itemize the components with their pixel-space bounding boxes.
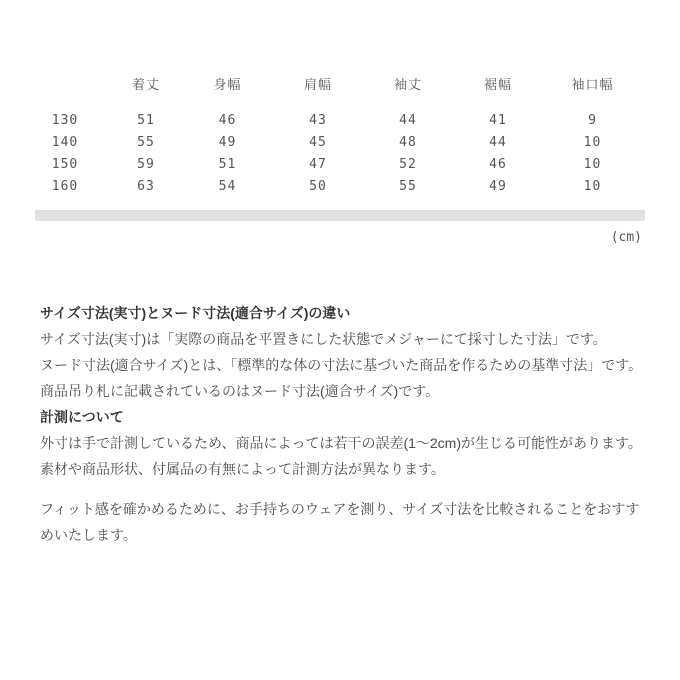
table-row bbox=[20, 175, 642, 197]
table-row bbox=[20, 153, 642, 175]
table-row bbox=[20, 131, 642, 153]
size-cell: 49 bbox=[218, 134, 237, 150]
size-row-label: 150 bbox=[51, 156, 79, 172]
closing-note: フィット感を確かめるために、お手持ちのウェアを測り、サイズ寸法を比較されることをおすすめいたします。 bbox=[40, 501, 640, 543]
corner-cell bbox=[20, 74, 110, 109]
column-header: 肩幅 bbox=[303, 77, 332, 92]
column-header: 袖口幅 bbox=[571, 77, 614, 92]
size-cell: 48 bbox=[399, 134, 417, 150]
size-cell: 52 bbox=[399, 156, 417, 172]
size-cell: 51 bbox=[137, 112, 155, 128]
size-cell: 63 bbox=[137, 178, 155, 194]
size-cell: 54 bbox=[218, 178, 237, 194]
size-cell: 46 bbox=[489, 156, 507, 172]
note-line: サイズ寸法(実寸)は「実際の商品を平置きにした状態でメジャーにて採寸した寸法」です。 bbox=[40, 331, 607, 347]
size-table bbox=[20, 74, 642, 197]
size-cell: 45 bbox=[309, 134, 327, 150]
note-line: ヌード寸法(適合サイズ)とは、「標準的な体の寸法に基づいた商品を作るための基準寸法」です。 bbox=[40, 357, 643, 373]
size-cell: 44 bbox=[399, 112, 417, 128]
size-cell: 55 bbox=[137, 134, 155, 150]
size-cell: 10 bbox=[583, 178, 602, 194]
size-cell: 10 bbox=[583, 156, 602, 172]
size-cell: 10 bbox=[583, 134, 602, 150]
note-line: 素材や商品形状、付属品の有無によって計測方法が異なります。 bbox=[40, 461, 445, 477]
column-header: 着丈 bbox=[131, 77, 160, 92]
note-line: 商品吊り札に記載されているのはヌード寸法(適合サイズ)です。 bbox=[40, 383, 440, 399]
size-row-label: 130 bbox=[51, 112, 79, 128]
size-cell: 50 bbox=[309, 178, 327, 194]
size-row-label: 140 bbox=[51, 134, 79, 150]
table-row bbox=[20, 109, 642, 131]
size-notes bbox=[40, 300, 648, 548]
size-cell: 41 bbox=[489, 112, 507, 128]
section-heading-measurement: 計測について bbox=[40, 409, 124, 425]
size-cell: 55 bbox=[399, 178, 417, 194]
table-divider-bar bbox=[35, 210, 645, 221]
size-cell: 49 bbox=[489, 178, 507, 194]
table-header-row bbox=[20, 74, 642, 109]
size-cell: 46 bbox=[218, 112, 237, 128]
size-row-label: 160 bbox=[51, 178, 79, 194]
column-header: 身幅 bbox=[213, 77, 242, 92]
size-cell: 51 bbox=[218, 156, 237, 172]
size-cell: 59 bbox=[137, 156, 155, 172]
size-cell: 47 bbox=[309, 156, 327, 172]
size-cell: 44 bbox=[489, 134, 507, 150]
section-heading-size-difference: サイズ寸法(実寸)とヌード寸法(適合サイズ)の違い bbox=[40, 305, 351, 321]
unit-label: (cm) bbox=[610, 230, 642, 245]
size-cell: 43 bbox=[309, 112, 327, 128]
column-header: 裾幅 bbox=[483, 77, 512, 92]
size-cell: 9 bbox=[588, 112, 597, 128]
note-line: 外寸は手で計測しているため、商品によっては若干の誤差(1〜2cm)が生じる可能性があります。 bbox=[40, 435, 642, 451]
column-header: 袖丈 bbox=[393, 77, 422, 92]
